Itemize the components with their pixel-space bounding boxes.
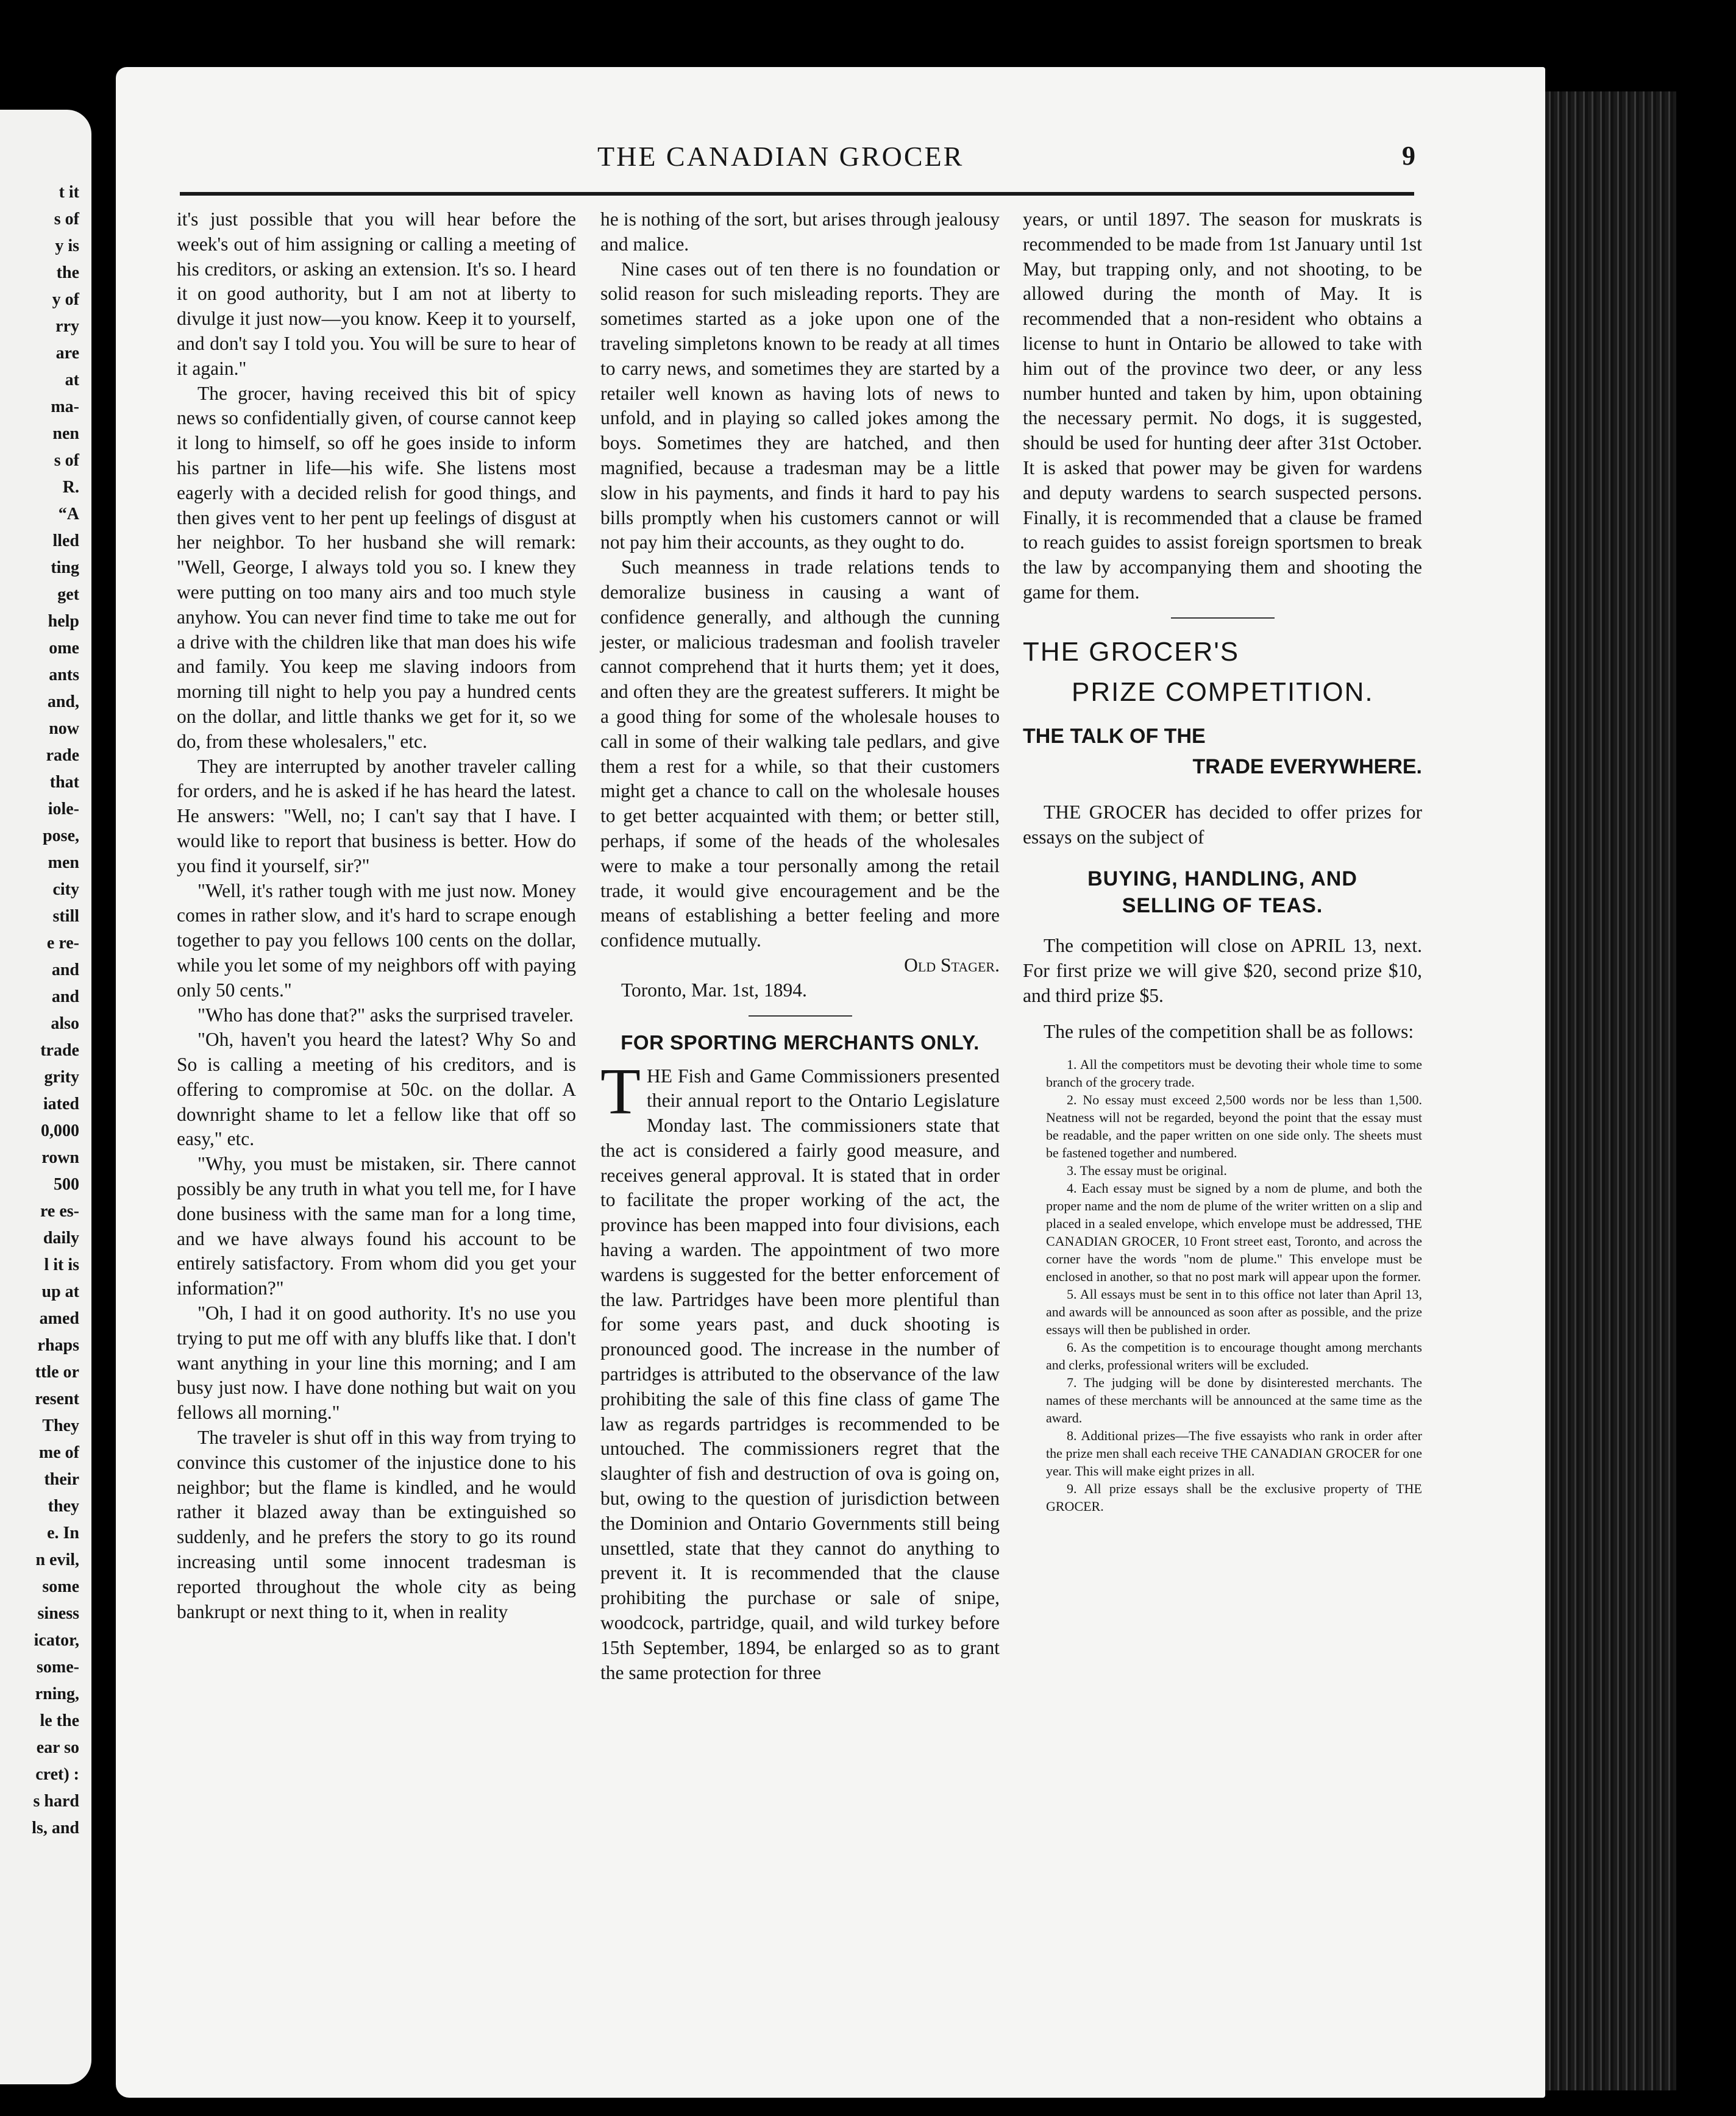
- dateline: Toronto, Mar. 1st, 1894.: [621, 979, 807, 1001]
- left-page-text: cret) :: [35, 1765, 79, 1784]
- left-page-text: their: [44, 1470, 79, 1489]
- left-page-text: y of: [52, 290, 79, 309]
- left-page-fragment: [0, 110, 91, 2084]
- page-number: 9: [1402, 141, 1415, 171]
- left-page-text: pose,: [43, 826, 79, 845]
- left-page-text: iole-: [48, 800, 79, 818]
- paragraph: "Oh, haven't you heard the latest? Why So and So is calling a meeting of his creditors, and is offering to compromise at 50c. on the dollar. A downright shame to let a fellow like that off so easy," etc.: [177, 1029, 576, 1150]
- left-page-text: ear so: [36, 1738, 79, 1757]
- section-divider: [1171, 617, 1275, 619]
- paragraph: Such meanness in trade relations tends to demoralize business in causing a want of confidence generally, and although the cunning jester, or malicious tradesman and foolish traveler cannot comprehend that it hurts them; yet it does, and often they are the greatest sufferers. It might be a good thing for some of the wholesale houses to call in some of their walking tale pedlars, and give them a rest for a while, so that their customers might get a chance to call on the wholesale houses to get better acquainted with them; or better still, perhaps, if some of the heads of the wholesales were to make a tour personally among the retail trade, it would give encouragement and be the means of establishing a better feeling and more confidence mutually.: [600, 556, 1000, 951]
- rule-item: 6. As the competition is to encourage thought among merchants and clerks, professional writers will be excluded.: [1046, 1339, 1422, 1372]
- paragraph: "Well, it's rather tough with me just now. Money comes in rather slow, and it's hard to scrape enough together to pay you fellows 100 cents on the dollar, while you let some of my neighbors off with paying only 50 cents.": [177, 879, 576, 1001]
- left-page-text: amed: [39, 1309, 79, 1328]
- left-page-text: le the: [40, 1711, 79, 1730]
- signature: Old Stager.: [904, 954, 1000, 976]
- rule-item: 5. All essays must be sent in to this office not later than April 13, and awards will be announced as soon after as possible, and the prize essays will then be published in order.: [1046, 1286, 1422, 1337]
- article-continuation: years, or until 1897. The season for muskrats is recommended to be made from 1st January until 1st May, but trapping only, and not shooting, to be allowed during the month of May. It is recommended that a non-resident who obtains a license to hunt in Ontario be allowed to take with him out of the province two deer, or any less number hunted and taken by him, upon obtaining the necessary permit. No dogs, it is suggested, should be used for hunting deer after 31st October. It is asked that power may be given for wardens and deputy wardens to search suspected persons. Finally, it is recommended that a clause be framed to reach guides to assist foreign sportsmen to break the law by accompanying them and shooting the game for them.: [1023, 208, 1422, 603]
- left-page-text: rning,: [35, 1685, 79, 1703]
- left-page-text: ome: [49, 639, 79, 658]
- talk-heading-line1: THE TALK OF THE: [1023, 724, 1206, 748]
- left-page-text: grity: [44, 1068, 79, 1087]
- left-page-text: ls, and: [32, 1819, 79, 1837]
- left-page-text: they: [48, 1497, 79, 1516]
- left-page-text: 500: [54, 1175, 79, 1194]
- competition-intro: THE GROCER has decided to offer prizes for essays on the subject of: [1023, 801, 1422, 848]
- competition-title-line1: THE GROCER'S: [1023, 636, 1240, 667]
- paragraph: Nine cases out of ten there is no foundation or solid reason for such misleading reports. They are sometimes started as a joke upon one of the traveling simpletons known to be ready at all times to carry news, and sometimes they are started by a retailer well known as having lots of news to unfold, and in playing so called jokes among the boys. Sometimes they are hatched, and then magnified, because a tradesman may be a little slow in his payments, and finds it hard to pay his bills promptly when his customers cannot or will not pay him their accounts, as they ought to do.: [600, 258, 1000, 553]
- essay-subject-line2: SELLING OF TEAS.: [1122, 894, 1323, 918]
- left-page-text: icator,: [34, 1631, 79, 1650]
- left-page-text: city: [52, 880, 79, 899]
- left-page-text: siness: [37, 1604, 79, 1623]
- left-page-text: and: [51, 987, 79, 1006]
- left-page-text: the: [56, 263, 79, 282]
- book-edge: [1545, 91, 1676, 2090]
- left-page-text: nen: [52, 424, 79, 443]
- left-page-text: and,: [47, 692, 79, 711]
- paragraph: They are interrupted by another traveler calling for orders, and he is asked if he has heard the latest. He answers: "Well, no; I can't say that I have. I would like to report that business is better. How do you find it yourself, sir?": [177, 755, 576, 876]
- sporting-article: HE Fish and Game Commissioners presented their annual report to the Ontario Legislature Monday last. The commissioners state that the act is considered a fairly good measure, and receives general approval. It is stated that in order to facilitate the proper working of the act, the province has been mapped into four divisions, each having a warden. The appointment of two more wardens is suggested for the better enforcement of the law. Partridges have been more plentiful than for some years past, and duck shooting is pronounced good. The increase in the number of partridges is attributed to the observance of the law prohibiting the sale of this fine class of game The law as regards partridges is recommended to be untouched. The commissioners regret that the slaughter of fish and destruction of ova is going on, but, owing to the question of jurisdiction between the Dominion and Ontario Governments still being unsettled, state that they cannot do anything to prevent it. It is recommended that the clause prohibiting the purchase or sale of snipe, woodcock, partridge, quail, and wild turkey before 15th September, 1894, be enlarged so as to grant the same protection for three: [600, 1065, 1000, 1683]
- left-page-text: R.: [62, 478, 79, 497]
- left-page-text: ting: [51, 558, 79, 577]
- paragraph: he is nothing of the sort, but arises through jealousy and malice.: [600, 208, 1000, 255]
- left-page-text: “A: [58, 505, 79, 524]
- rule-item: 1. All the competitors must be devoting their whole time to some branch of the grocery trade.: [1046, 1056, 1422, 1090]
- paragraph: "Who has done that?" asks the surprised traveler.: [197, 1004, 574, 1026]
- column-3: [1023, 207, 1422, 1515]
- sporting-heading: FOR SPORTING MERCHANTS ONLY.: [621, 1031, 980, 1054]
- left-page-text: me of: [38, 1443, 79, 1462]
- left-page-text: y is: [55, 236, 79, 255]
- left-page-text: re es-: [40, 1202, 79, 1221]
- talk-heading: [1023, 721, 1422, 782]
- rule-item: 4. Each essay must be signed by a nom de plume, and both the proper name and the nom de plume of the writer written on a slip and placed in a sealed envelope, which envelope must be addressed, THE CANADIAN GROCER, 10 Front street east, Toronto, and across the corner have the words "nom de plume." This envelope must be enclosed in another, so that no post mark will appear upon the former.: [1046, 1180, 1422, 1284]
- left-page-text: rhaps: [37, 1336, 79, 1355]
- left-page-text: t it: [59, 183, 79, 202]
- left-page-text: men: [48, 853, 79, 872]
- left-page-text: s hard: [33, 1792, 79, 1811]
- left-page-text: ants: [49, 666, 79, 684]
- rules-list: [1023, 1056, 1422, 1515]
- left-page-text: some: [42, 1577, 79, 1596]
- left-page-text: trade: [40, 1041, 79, 1060]
- left-page-text: n evil,: [35, 1550, 79, 1569]
- left-page-text: and: [51, 960, 79, 979]
- column-2: [600, 207, 1000, 1685]
- left-page-text: e re-: [46, 934, 79, 953]
- left-page-text: also: [51, 1014, 79, 1033]
- competition-title: [1023, 632, 1422, 712]
- left-page-text: s of: [54, 451, 79, 470]
- rule-item: 3. The essay must be original.: [1067, 1162, 1227, 1178]
- left-page-text: 0,000: [41, 1121, 79, 1140]
- talk-heading-line2: TRADE EVERYWHERE.: [1192, 754, 1422, 778]
- left-page-text: rown: [41, 1148, 79, 1167]
- paragraph: "Oh, I had it on good authority. It's no use you trying to put me off with any bluffs like that. I don't want anything in your line this morning; and I am busy just now. I have done nothing but wait on you fellows all morning.": [177, 1302, 576, 1424]
- left-page-text: rry: [55, 317, 79, 336]
- left-page-text: lled: [52, 531, 79, 550]
- left-page-text: are: [55, 344, 79, 363]
- left-page-text: daily: [43, 1229, 79, 1248]
- left-page-text: ttle or: [35, 1363, 79, 1382]
- section-divider: [749, 1015, 852, 1017]
- left-page-text: resent: [35, 1390, 79, 1408]
- left-page-text: at: [65, 371, 79, 389]
- rule-item: 7. The judging will be done by disinterested merchants. The names of these merchants will be announced at the same time as the award.: [1046, 1374, 1422, 1425]
- left-page-text: help: [48, 612, 79, 631]
- left-page-text: iated: [43, 1095, 79, 1113]
- left-page-text: still: [52, 907, 79, 926]
- left-page-text: e. In: [47, 1524, 79, 1543]
- page-title: THE CANADIAN GROCER: [597, 141, 964, 172]
- left-page-text: up at: [41, 1282, 79, 1301]
- essay-subject: [1023, 865, 1422, 919]
- paragraph: it's just possible that you will hear before the week's out of him assigning or calling a meeting of his creditors, or asking an extension. It's so. I heard it on good authority, but I am not at liberty to divulge it just now—you know. Keep it to yourself, and don't say I told you. You will be sure to hear of it again.": [177, 208, 576, 379]
- left-page-text: some-: [37, 1658, 79, 1677]
- rule-item: 2. No essay must exceed 2,500 words nor be less than 1,500. Neatness will not be regarded, beyond the point that the essay must be readable, and the paper written on one side only. The sheets must be fastened together and numbered.: [1046, 1092, 1422, 1160]
- left-page-text: ma-: [51, 397, 79, 416]
- rules-intro: The rules of the competition shall be as follows:: [1044, 1020, 1414, 1042]
- left-page-text: get: [57, 585, 79, 604]
- left-page-text: rade: [46, 746, 79, 765]
- left-page-text: s of: [54, 210, 79, 229]
- column-1: [177, 207, 576, 1624]
- left-page-text: They: [42, 1416, 79, 1435]
- competition-title-line2: PRIZE COMPETITION.: [1072, 676, 1374, 707]
- left-page-text: l it is: [44, 1255, 79, 1274]
- rule-item: 9. All prize essays shall be the exclusive property of THE GROCER.: [1046, 1480, 1422, 1514]
- paragraph: The grocer, having received this bit of spicy news so confidentially given, of course cannot keep it long to himself, so off he goes inside to inform his partner in life—his wife. She listens most eagerly with a decided relish for good things, and then gives vent to her pent up feelings of disgust at her neighbor. To her husband she will remark: "Well, George, I always told you so. I knew they were putting on too many airs and too much style anyhow. You can never find time to take me out for a drive with the children like that man does his wife and family. You keep me slaving indoors from morning till night to help you pay a hundred cents on the dollar, and little thanks we get for it, so we do, from these wholesalers," etc.: [177, 382, 576, 752]
- competition-close: The competition will close on APRIL 13, next. For first prize we will give $20, second prize $10, and third prize $5.: [1023, 935, 1422, 1006]
- left-page-text: now: [49, 719, 79, 738]
- rule-item: 8. Additional prizes—The five essayists who rank in order after the prize men shall each receive THE CANADIAN GROCER for one year. This will make eight prizes in all.: [1046, 1427, 1422, 1479]
- header-rule: [180, 192, 1414, 196]
- essay-subject-line1: BUYING, HANDLING, AND: [1087, 867, 1357, 891]
- left-page-text: that: [49, 773, 79, 792]
- drop-cap: T: [600, 1055, 641, 1128]
- paragraph: The traveler is shut off in this way from trying to convince this customer of the injustice done to his neighbor; but the flame is kindled, and he would rather it blazed away than be extinguished so suddenly, and he prefers the story to go its round increasing until some innocent tradesman is reported throughout the whole city as being bankrupt or next thing to it, when in reality: [177, 1427, 576, 1622]
- paragraph: "Why, you must be mistaken, sir. There cannot possibly be any truth in what you tell me, for I have done business with the same man for a long time, and we have always found his account to be entirely satisfactory. From whom did you get your information?": [177, 1153, 576, 1299]
